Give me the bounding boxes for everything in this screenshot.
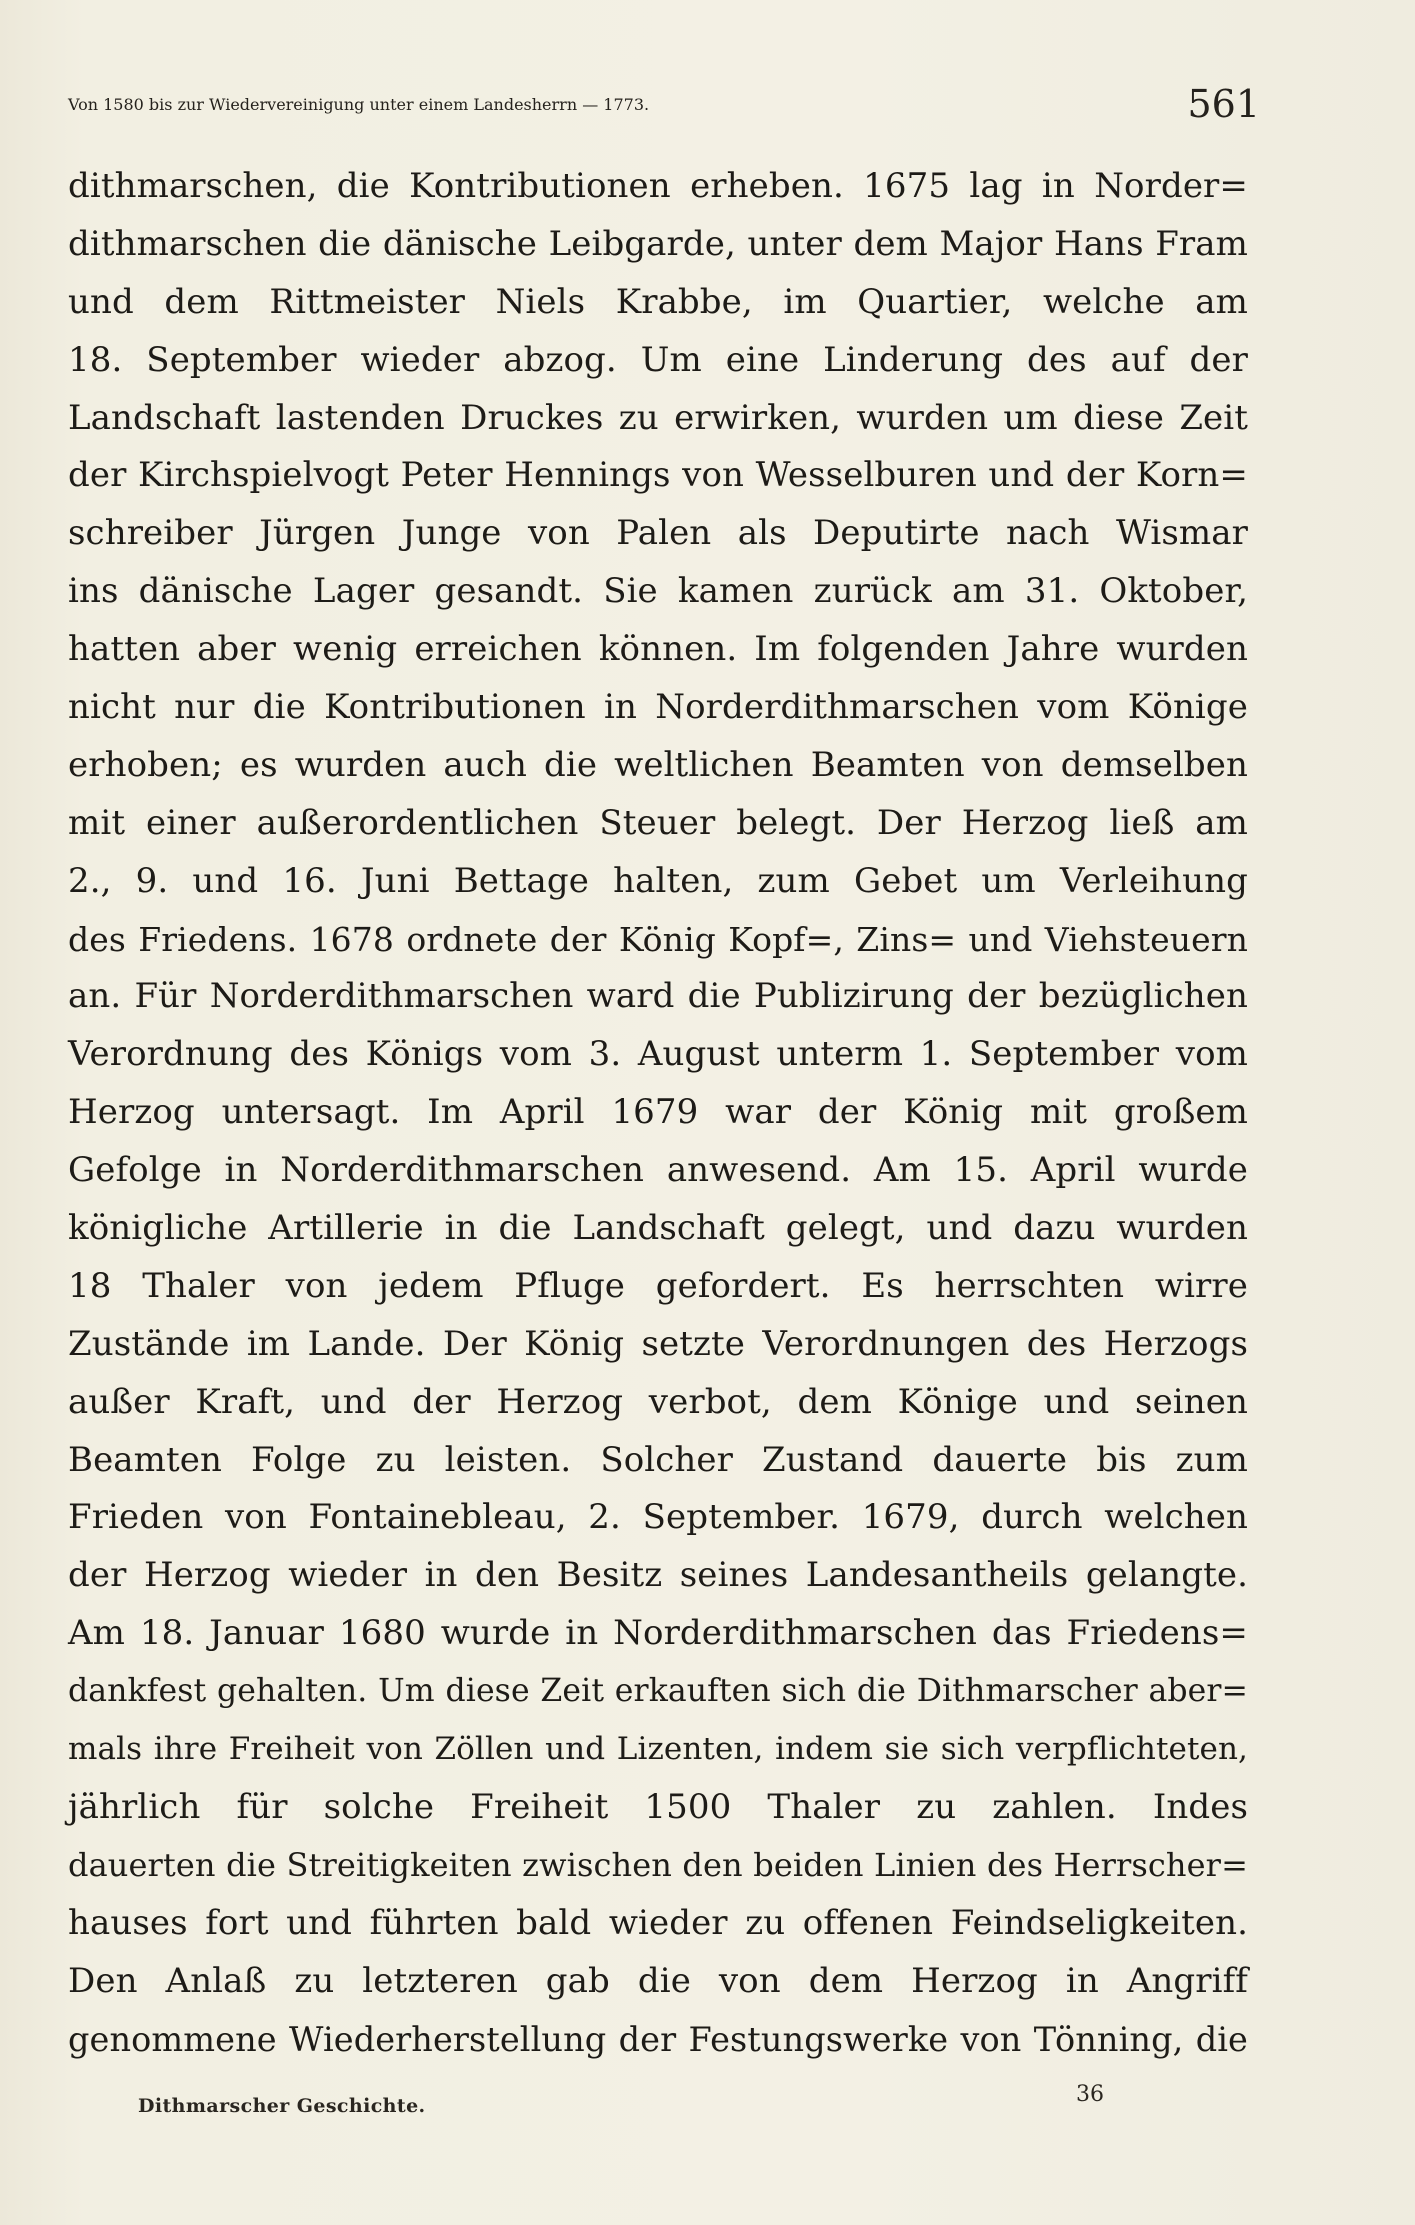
text-line: 18. September wieder abzog. Um eine Linderung des auf der xyxy=(68,339,1248,380)
text-line: dithmarschen, die Kontributionen erheben. 1675 lag in Norder= xyxy=(68,166,1248,206)
text-line: Zustände im Lande. Der König setzte Verordnungen des Herzogs xyxy=(68,1323,1248,1364)
text-line: Verordnung des Königs vom 3. August unterm 1. September vom xyxy=(68,1034,1248,1075)
text-line: Beamten Folge zu leisten. Solcher Zustand dauerte bis zum xyxy=(68,1439,1248,1480)
text-line: mit einer außerordentlichen Steuer belegt. Der Herzog ließ am xyxy=(68,802,1248,843)
text-line: dankfest gehalten. Um diese Zeit erkauften sich die Dithmarscher aber= xyxy=(68,1673,1248,1710)
text-line: Herzog untersagt. Im April 1679 war der König mit großem xyxy=(68,1092,1248,1133)
text-line: und dem Rittmeister Niels Krabbe, im Quartier, welche am xyxy=(68,281,1248,322)
book-title-footer: Dithmarscher Geschichte. xyxy=(138,2095,426,2117)
text-line: des Friedens. 1678 ordnete der König Kopf=, Zins= und Viehsteuern xyxy=(68,919,1248,959)
running-head: Von 1580 bis zur Wiedervereinigung unter einem Landesherrn — 1773. xyxy=(68,95,650,114)
text-line: der Herzog wieder in den Besitz seines Landesantheils gelangte. xyxy=(68,1555,1248,1596)
text-line: an. Für Norderdithmarschen ward die Publizirung der bezüglichen xyxy=(68,976,1248,1017)
text-line: hauses fort und führten bald wieder zu offenen Feindseligkeiten. xyxy=(68,1902,1248,1943)
text-line: ins dänische Lager gesandt. Sie kamen zurück am 31. Oktober, xyxy=(68,571,1248,612)
text-line: 18 Thaler von jedem Pfluge gefordert. Es herrschten wirre xyxy=(68,1265,1248,1306)
text-line: Frieden von Fontainebleau, 2. September. 1679, durch welchen xyxy=(68,1497,1248,1538)
text-line: Den Anlaß zu letzteren gab die von dem Herzog in Angriff xyxy=(68,1960,1248,2001)
page-number: 561 xyxy=(1187,82,1260,126)
body-text xyxy=(68,158,1248,2068)
text-line: Am 18. Januar 1680 wurde in Norderdithmarschen das Friedens= xyxy=(68,1613,1248,1654)
text-line: hatten aber wenig erreichen können. Im folgenden Jahre wurden xyxy=(68,629,1248,670)
signature-mark: 36 xyxy=(1076,2082,1104,2107)
text-line: mals ihre Freiheit von Zöllen und Lizenten, indem sie sich verpflichteten, xyxy=(68,1731,1248,1768)
text-line: dithmarschen die dänische Leibgarde, unter dem Major Hans Fram xyxy=(68,223,1248,264)
text-line: genommene Wiederherstellung der Festungswerke von Tönning, die xyxy=(68,2019,1248,2059)
text-line: erhoben; es wurden auch die weltlichen Beamten von demselben xyxy=(68,744,1248,785)
text-line: außer Kraft, und der Herzog verbot, dem Könige und seinen xyxy=(68,1381,1248,1422)
text-line: jährlich für solche Freiheit 1500 Thaler zu zahlen. Indes xyxy=(68,1786,1248,1827)
text-line: schreiber Jürgen Junge von Palen als Deputirte nach Wismar xyxy=(68,513,1248,554)
text-line: nicht nur die Kontributionen in Norderdithmarschen vom Könige xyxy=(68,687,1248,728)
text-line: Landschaft lastenden Druckes zu erwirken, wurden um diese Zeit xyxy=(68,397,1248,438)
text-line: dauerten die Streitigkeiten zwischen den beiden Linien des Herrscher= xyxy=(68,1845,1248,1884)
text-line: 2., 9. und 16. Juni Bettage halten, zum Gebet um Verleihung xyxy=(68,860,1248,901)
text-line: königliche Artillerie in die Landschaft gelegt, und dazu wurden xyxy=(68,1208,1248,1249)
text-line: der Kirchspielvogt Peter Hennings von Wesselburen und der Korn= xyxy=(68,455,1248,496)
text-line: Gefolge in Norderdithmarschen anwesend. Am 15. April wurde xyxy=(68,1150,1248,1191)
